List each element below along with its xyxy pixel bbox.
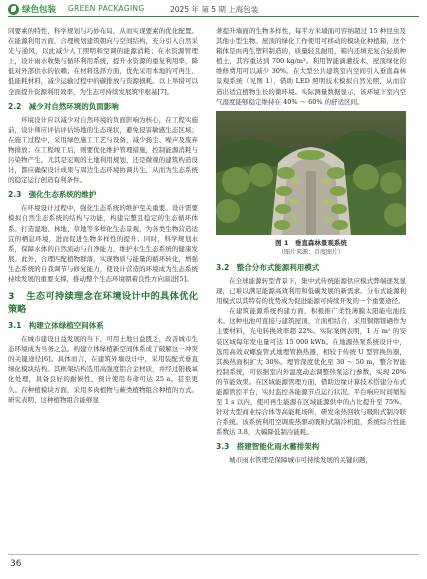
section-heading-3-2: 3.2 整合分布式能源利用模式 <box>216 262 320 272</box>
right-column <box>216 26 406 466</box>
section-heading-2-2: 2.2 减少对自然环境的负面影响 <box>8 101 119 111</box>
figure-source: （图片来源：百度图片） <box>277 248 344 256</box>
leaf-logo-icon <box>8 4 19 15</box>
vertical-forest-image <box>216 111 406 235</box>
paragraph: 在城市建设日益发展的当下，可用土地日益匮乏，改善城市生态环境成为当务之急。构建立体绿植新空间体系成了破解这一冲突的关键途径[6]。具体而言，在建筑外墙设计中，采用装配式垂直绿化模块结构。其框架结构选用高强度铝合金材质，并经过阳极氧化处理，具备良好的耐候性，预计使用寿命可达 25 a。甚至更久。在种植模块方面，采用多肉植物与蕨类植物组合种植的方式。研究表明，这种植物组合能够显 <box>8 335 198 404</box>
section-title: 生态可持续理念在环境设计中的具体优化策略 <box>8 291 198 316</box>
vertical-forest-photo <box>216 111 406 235</box>
page-number: 36 <box>10 559 22 569</box>
header-rule <box>8 16 419 17</box>
paragraph: 环境设计应以减少对自然环境的负面影响为核心，在工程实施前，设计师应评估评估场地的生态现状，避免侵害敏感生态区域；在施工过程中，采用绿色施工工艺与设备，减少扬尘、噪声及废弃物排放；在工程竣工后，则要优化维护管理措施，控制能源消耗与污染物产生。尤其是宏观的土地利用规划，还是微观的建筑构造设计，都应确保设计成果与周边生态环境协调共生，从而为生态系统的稳定运行创造有利条件。 <box>8 115 198 185</box>
section-heading-3-1: 3.1 构建立体绿植空间体系 <box>8 321 104 331</box>
paragraph: 同要素的特性，科学规划与巧妙布局，从而实现要素的优化配置。在能源利用方面，合理规划建筑朝向与空间结构，充分引入自然采光与通风，以此减少人工照明和空调的能源消耗；在水资源管理上，设计雨水收集与循环利用系统，提升水资源的重复利用率，降低对外部供水的依赖；在材料选择方面，优先采用本地的可再生、低能耗材料，减少运输过程中的碳排放与资源损耗。以上举措可以全面提升资源利用效率，为生态可持续发展筑牢根基[7]。 <box>8 27 198 96</box>
paragraph: 在全球能源转型背景下，集中式传统能源供应模式弊端逐发显现，已难以满足能源高效利用和低碳发展的新需求。分布式能源利用模式以其特有的优势成为促进能源可持续开发的一个重要途径。 <box>216 276 406 306</box>
brand-en: GREEN PACKAGING <box>68 3 145 13</box>
issue-info: 2025 年 第 5 期 上海包装 <box>170 4 259 14</box>
paragraph: 在建筑能源系统构建方面，积极推广柔性薄膜太阳能电池技术。这种电池可直接与建筑屋顶、立面相结合，采用铜铟镓硒作为主要材料，光电转换效率超 22%。实际案例表明，1 万 m² 的安装区域每年发电量可达 15 000 kWh。在地源热泵系统设计中，选用高效双螺旋管式地埋管换热器，相较于传统 U 型管换热器，其换热面积扩大 30%。埋管深度优化至 30 ～ 50 m，整合智能控制系统，可依据室内外温度动态调整热泵运行参数，实现 20% 的节能效果。在区域能源管理方面，借助边缘计算技术搭建分布式能源管控平台，实时监控各能源节点运行状况。平台响应时间缩短至 1 s 以内，使可再生能源在区域能源供中的占比提升至 75%。针对大型商业综合体等高能耗场所，研发余热回收与吸附式制冷联合系统。该系统利用空调废热驱动吸附式制冷机组，系统综合性能系数达 3.8，大幅降低制冷能耗。 <box>216 307 406 437</box>
paragraph: 城市雨水管理是保障城市可持续发展的关键问题， <box>229 456 372 465</box>
paragraph: 在环境设计过程中，强化生态系统的维护至关重要。设计需要模拟自然生态系统的结构与功能，构建完整且稳定的生态循环体系。打造湿地、林地、草地等多样化生态景观，为各类生物营造适宜的栖息环境，进而促进生物多样性的提升；同时，科学规划水系，保障水体的自然流动与自净能力，维护水生生态系统的健康发展。此外，合理匹配植物群落，实现物质与能量的循环转化，增强生态系统的自我调节与修复能力，使设计营造的环境成为生态系统持续发展的重要支撑，推动整个生态环境朝着良性方向演进[5]。 <box>8 204 198 283</box>
footer-rule <box>8 554 419 555</box>
section-heading-3-3: 3.3 搭建智能化雨水蓄排架构 <box>216 442 320 452</box>
brand-cn: 绿色包装 <box>22 5 57 15</box>
section-heading-2-3: 2.3 强化生态系统的维护 <box>8 190 97 200</box>
running-header <box>0 0 427 22</box>
left-column <box>8 26 198 405</box>
figure-caption: 图 1 垂直森林景观系统 <box>275 238 347 247</box>
section-heading-3 <box>8 290 198 316</box>
section-number: 3 <box>8 291 15 303</box>
paragraph: 著提升墙面的生物多样性，每平方米墙面可容纳超过 15 种昆虫及其他小型生物。屋顶的绿化工作使用可移动的模块化种植箱，这个箱体是由再生塑料制造的，质量轻且耐用，箱内还填充复合轻质种植土，其容重达到 700 kg/m³。利用智能滴灌技术，屋顶绿化的维修费用可以减少 30%。在大型公共建筑室内空间引入垂直森林景观系统（见图 1），借助 LED 照明技术模拟自然光照，从而营造出适宜植物生长的微环境。实际测量数据显示，该环境下室内空气湿度能够稳定维持在 40% ～ 60% 的舒适区间。 <box>216 27 406 106</box>
